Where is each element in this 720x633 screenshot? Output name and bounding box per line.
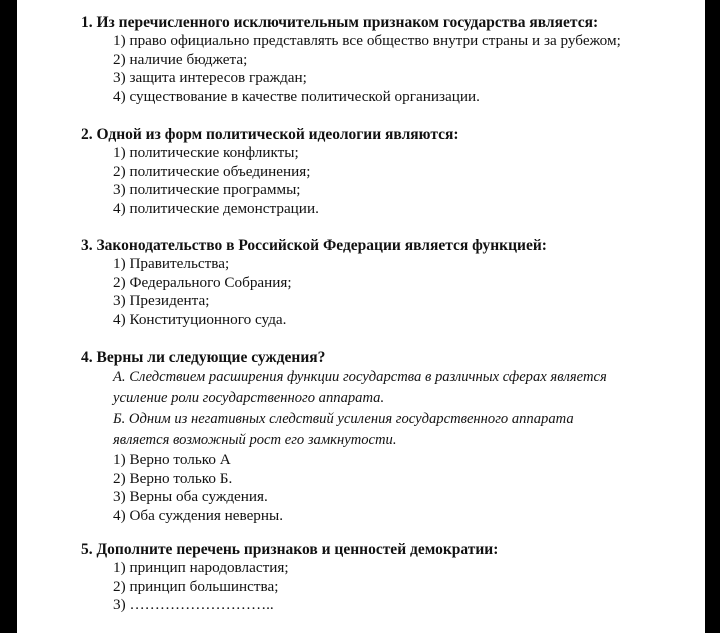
answer-option: 4) существование в качестве политической организации. [113,87,480,105]
question-2 [81,126,691,218]
statement-line: Б. Одним из негативных следствий усиления государственного аппарата [113,411,574,427]
question-4 [81,349,691,525]
answer-option: 2) Верно только Б. [113,469,233,487]
question-3 [81,237,691,329]
question-title: 3. Законодательство в Российской Федерации является функцией: [81,237,547,254]
answer-option: 3) политические программы; [113,181,301,199]
answer-options [81,32,691,106]
answer-options [81,255,691,329]
answer-options [81,367,691,525]
answer-option: 4) Конституционного суда. [113,310,287,328]
answer-options [81,559,691,615]
answer-option: 1) политические конфликты; [113,144,299,161]
answer-option: 2) политические объединения; [113,162,311,180]
answer-option: 1) принцип народовластия; [113,559,289,576]
question-1 [81,14,691,106]
question-title: 5. Дополните перечень признаков и ценностей демократии: [81,541,499,558]
answer-option: 3) Президента; [113,292,210,310]
document-page [17,0,705,633]
answer-option: 4) политические демонстрации. [113,199,319,217]
answer-option: 1) право официально представлять все общество внутри страны и за рубежом; [113,32,621,49]
statement-line: усиление роли государственного аппарата. [113,390,385,406]
answer-options [81,144,691,218]
answer-option: 4) Оба суждения неверны. [113,506,284,524]
answer-option: 1) Правительства; [113,255,230,272]
question-title: 1. Из перечисленного исключительным признаком государства является: [81,14,599,31]
statement-line: А. Следствием расширения функции государства в различных сферах является [113,369,607,385]
answer-option: 1) Верно только А [113,451,231,468]
answer-option: 2) Федерального Собрания; [113,273,292,291]
answer-option: 2) наличие бюджета; [113,50,248,68]
answer-option: 3) Верны оба суждения. [113,488,268,506]
answer-option-blank: 3) ……………………….. [113,596,274,614]
statement-line: является возможный рост его замкнутости. [113,432,397,448]
question-title: 4. Верны ли следующие суждения? [81,349,326,366]
answer-option: 3) защита интересов граждан; [113,69,307,87]
answer-option: 2) принцип большинства; [113,577,279,595]
question-title: 2. Одной из форм политической идеологии являются: [81,126,459,143]
question-5 [81,541,691,615]
